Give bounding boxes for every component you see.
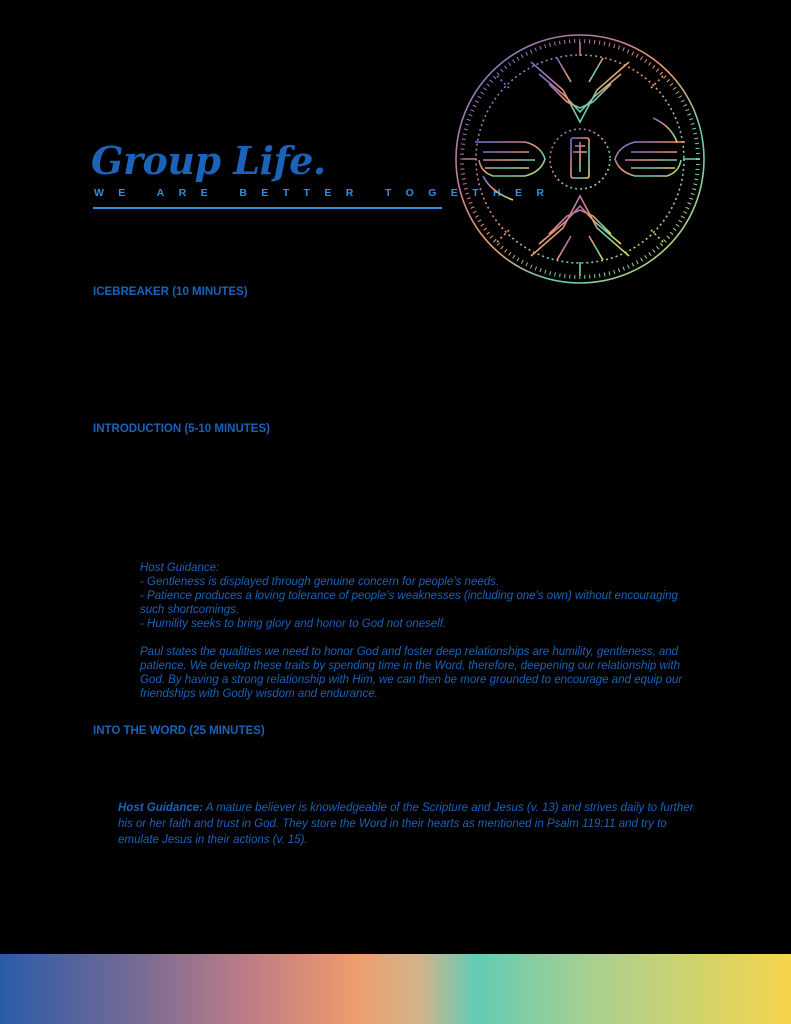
title-underline [93,207,442,209]
host-guidance-label: Host Guidance: [118,802,203,814]
section-heading-icebreaker: ICEBREAKER (10 MINUTES) [93,286,248,298]
guidance-bullet: - Patience produces a loving tolerance of people’s weaknesses (including one’s own) without encouraging such shortcomings. [140,590,678,616]
host-guidance-label: Host Guidance: [140,562,220,574]
section-heading-introduction: INTRODUCTION (5-10 MINUTES) [93,423,270,435]
guidance-text: A mature believer is knowledgeable of the Scripture and Jesus (v. 13) and strives daily to further his or her faith and trust in God. They store the Word in their hearts as mentioned in Psalm 119:11 and try to emulate Jesus in their actions (v. 15). [118,802,694,846]
host-guidance-block [140,561,700,701]
guidance-paragraph: Paul states the qualities we need to honor God and foster deep relationships are humility, gentleness, and patience. We develop these traits by spending time in the Word, therefore, deepening our relationship with God. By having a strong relationship with Him, we can then be more grounded to encourage and equip our friendships with Godly wisdom and endurance. [140,646,683,700]
guidance-bullet: - Gentleness is displayed through genuine concern for people’s needs. [140,576,500,588]
compass-cross-emblem-icon [453,32,707,286]
footer-gradient-band [0,954,791,1024]
guidance-bullet: - Humility seeks to bring glory and honor to God not oneself. [140,618,447,630]
section-heading-into-the-word: INTO THE WORD (25 MINUTES) [93,725,265,737]
tagline: WE ARE BETTER TOGETHER [94,187,559,199]
page-title: Group Life. [91,138,326,183]
host-guidance-block-2 [118,800,698,848]
